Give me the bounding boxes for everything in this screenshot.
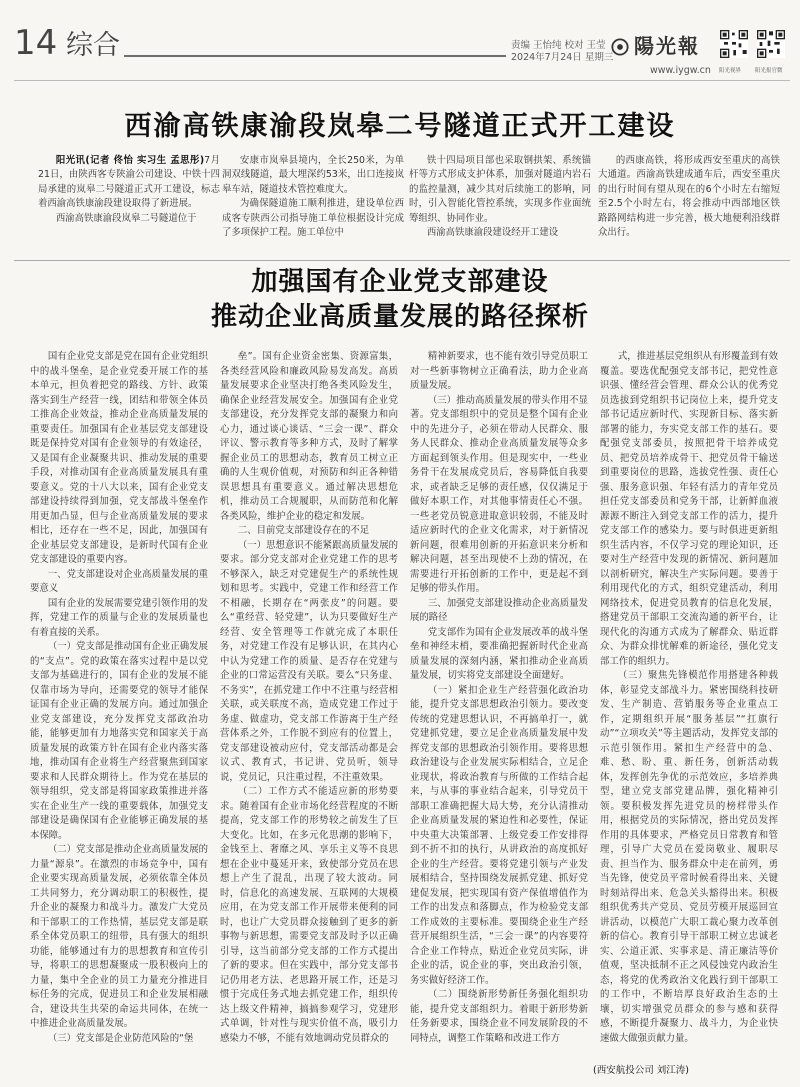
article1-column: [598, 154, 780, 252]
paragraph: 精神新要求，也不能有效引导党员职工对一些新事物树立正确看法，助力企业高质量发展。: [410, 351, 588, 391]
qr-caption: 阳光报官微: [755, 68, 783, 74]
article1-headline: 西渝高铁康渝段岚皋二号隧道正式开工建设: [124, 111, 676, 142]
paragraph: 西渝高铁康渝段岚皋二号隧道位于: [55, 212, 197, 224]
headline-line: 加强国有企业党支部建设: [251, 267, 549, 297]
article2-column: [410, 350, 588, 1075]
paragraph: （三）党支部是企业防范风险的“堡: [47, 1032, 194, 1044]
paragraph: 西渝高铁康渝段建设经开工建设: [426, 227, 559, 239]
paragraph: 三、加强党支部建设推动企业高质量发展的路径: [410, 597, 588, 623]
website-link[interactable]: www.iygw.cn: [650, 65, 711, 76]
paragraph: 一、党支部建设对企业高质量发展的重要意义: [30, 568, 208, 594]
paragraph: （一）党支部是推动国有企业正确发展的“支点”。党的政策在落实过程中是以党支部为基础进行的，国有企业的发展不能仅靠市场为导向，还需要党的领导才能保证国有企业正确的发展方向。通过加强企业党支部建设，充分发挥党支部政治功能，能够更加有力地落实党和国家关于高质量发展的政策方针在国有企业内落实落地，推动国有企业将生产经营聚焦到国家要求和人民群众期待上。作为党在基层的领导组织，党支部是将国家政策推进并落实在企业生产一线的重要载体，加强党支部建设是确保国有企业能够正确发展的基本保障。: [30, 641, 208, 841]
paragraph: （二）党支部是推动企业高质量发展的力量“源泉”。在激烈的市场竞争中，国有企业要实现高质量发展，必须依靠全体员工共同努力，充分调动职工的积极性，提升企业的凝聚力和战斗力。激发广大党员和干部职工的工作热情，基层党支部是联系全体党员职工的纽带，具有强大的组织功能，能够通过有力的思想教育和宣传引导，将职工的思想凝聚成一股积极向上的力量，集中全企业的员工力量充分推进目标任务的完成，促进员工和企业发展相融合，建设共生共荣的命运共同体，在统一中推进企业高质量发展。: [30, 844, 208, 1029]
article2-column: [600, 350, 778, 1075]
paragraph: （二）围绕新形势新任务强化组织功能，提升党支部组织力。着眼于新形势新任务新要求，围绕企业不同发展阶段的不同特点，调整工作策略和改进工作方: [410, 989, 588, 1044]
article-divider: [14, 260, 790, 261]
paragraph: （一）思想意识不能紧跟高质量发展的要求。部分党支部对企业党建工作的思考不够深入，缺乏对党建促生产的系统性规划和思考。实践中，党建工作和经营工作不相融，长期存在“两张皮”的问题。要么“重经营、轻党建”，认为只要做好生产经营、安全管理等工作就完成了本职任务，对党建工作没有足够认识，在其内心中认为党建工作的质量、是否存在党建与企业的口常运营没有关联。要么“只务虚、不务实”，在抓党建工作中不注重与经营相关联，或关联度不高，造成党建工作过于务虚、做虚功，党支部工作游离于生产经营体系之外，工作脱不到应有的位置上，党支部建设被动应付，党支部活动都是会议式、教育式，书记讲、党员听，领导说，党员记，只注重过程，不注重效果。: [220, 539, 398, 783]
sun-logo-icon: [611, 38, 629, 56]
page-header: [0, 0, 800, 76]
headline-line: 推动企业高质量发展的路径探析: [210, 302, 589, 332]
article1-column: [409, 154, 591, 252]
qr-code-icon: [757, 30, 785, 58]
article1-body: [14, 154, 790, 254]
paragraph: 的西康高铁，将形成西安至重庆的高铁大通道。西渝高铁建成通车后，西安至重庆的出行时间有望从现在的6个小时左右缩短至2.5个小时左右，将会推动中西部地区铁路路网结构进一步完善，极大地便利沿线群众出行。: [598, 155, 780, 239]
article1-column: [38, 154, 220, 252]
paragraph: 铁十四局项目部也采取钢拱架、系统锚杆等方式形成支护体系，加强对隧道内岩石的监控量测，减少其对后续施工的影响，同时，引入智能化管控系统，实现多作业面统筹组织、协同作业。: [409, 155, 591, 224]
issue-date: 2024年7月24日 星期三: [511, 52, 614, 63]
top-rule: [14, 80, 790, 81]
qr-caption: 阳光视界: [719, 68, 742, 74]
paragraph: 垒”。国有企业资金密集、资源富集，各类经营风险和廉政风险易发高发。高质量发展要求企业坚决打绝各类风险发生，确保企业经营发展安全。加强国有企业党支部建设，充分发挥党支部的凝聚力和向心力，通过谈心谈话、“三会一课”、群众评议、警示教育等多种方式，及时了解掌握企业员工的思想动态，教育员工树立正确的人生观价值观，对预防和纠正各种错误思想具有重要意义。通过解决思想危机，推动员工合规履职，从而防范和化解各类风险，维护企业的稳定和发展。: [220, 351, 398, 522]
column-text: 7月21日，由陕西客专陕渝公司建设、中铁十四局承建的岚皋二号隧道正式开工建设，标志着西渝高铁康渝段建设取得了新进展。: [38, 155, 220, 210]
article1-byline: 阳光讯(记者 佟怡 实习生 孟思彤): [55, 155, 205, 166]
page-number: 14: [14, 23, 58, 63]
paragraph: 为确保隧道施工顺利推进，建设单位西成客专陕西公司指导施工单位根据设计完成了多项保护工程。施工单位中: [222, 198, 404, 239]
section-name: 综合: [66, 30, 120, 61]
author-signature: (西安航投公司 刘江涛): [593, 1065, 689, 1076]
newspaper-logo: 陽光報: [634, 34, 700, 58]
credits-line: 责编 王怡纯 校对 王莹: [511, 40, 606, 51]
article2-column: [220, 350, 398, 1075]
paragraph: 安康市岚皋县境内，全长250米，为单洞双线隧道，最大埋深约53米，出口连接岚皋车站，隧道技术管控难度大。: [222, 155, 404, 195]
article2-headline: [0, 265, 800, 335]
qr-code-icon: [720, 30, 748, 58]
paragraph: 式，推进基层党组织从有形覆盖到有效覆盖。要选优配强党支部书记，把党性意识强、懂经营会管理、群众公认的优秀党员选拔到党组织书记岗位上来，提升党支部书记适应新时代、实现新目标、落实新部署的能力，夯实党支部工作的基石。要配强党支部委员，按照把骨干培养成党员、把党员培养成骨干、把党员骨干输送到重要岗位的思路，选拔党性强、责任心强、服务意识强、年轻有活力的青年党员担任党支部委员和党务干部，让新鲜血液源源不断注入到党支部工作的活力，提升党支部工作的感染力。要与时俱进更新组织生活内容，不仅学习党的理论知识，还要对生产经营中发现的新情况、新问题加以剖析研究，解决生产实际问题。要善于利用现代化的方式，组织党建活动，利用网络技术，促进党员教育的信息化发展，搭建党员干部职工交流沟通的新平台，让现代化的沟通方式成为了解群众、贴近群众、为群众排忧解难的新途径，强化党支部工作的组织力。: [600, 351, 778, 667]
paragraph: （三）聚焦先锋模范作用搭建各种载体，彰显党支部战斗力。紧密围绕科技研发、生产制造、营销服务等企业重点工作，定期组织开展“服务基层”“扛旗行动”“立项攻关”等主题活动，发挥党支部的示范引领作用。紧扣生产经营中的急、难、愁、盼、重、新任务，创新活动载体，发挥创先争优的示范效应，多培养典型，建立党支部党建品牌，强化精神引领。要积极发挥先进党员的榜样带头作用，根据党员的实际情况，搭出党员发挥作用的具体要求，严格党员日常教育和管理，引导广大党员在爱岗敬业、履职尽责、担当作为、服务群众中走在前列，勇当先锋，使党员平常时候看得出来、关键时刻站得出来、危急关头豁得出来。积极组织优秀共产党员、党员劳模开展巡回宣讲活动，以模范广大职工裁心聚力改革创新的信心。教育引导干部职工树立忠诚老实、公道正派、实事求是、清正廉洁等价值观，坚决抵制不正之风侵蚀党内政治生态，将党的优秀政治文化践行到干部职工的工作中，不断培厚良好政治生态的土壤，切实增强党员群众的参与感和获得感，不断提升凝聚力、战斗力，为企业快速做大做强贡献力量。: [600, 670, 778, 1044]
article2-body: [30, 350, 794, 1080]
paragraph: （三）推动高质量发展的带头作用不显著。党支部组织中的党员是整个国有企业中的先进分子，必须在带动人民群众、服务人民群众、推动企业高质量发展等众多方面起到领头作用。但是现实中，一些业务骨干在发展成党员后，容易降低自我要求，或者缺乏足够的责任感，仅仅满足于做好本职工作，对其他事情责任心不强。一些老党员锐意进取意识较弱，不能及时适应新时代的企业文化需求，对于新情况新问题，很难用创新的开拓意识来分析和解决问题，甚至出现使不上劲的情况，在需要进行开拓创新的工作中，更是起不到足够的带头作用。: [410, 394, 588, 594]
header-rule: [124, 55, 506, 57]
article1-column: [222, 154, 404, 252]
editor-credits: [511, 40, 613, 64]
paragraph: 党支部作为国有企业发展改革的战斗堡垒和神经末梢，要准确把握新时代企业高质量发展的深刻内涵，紧扣推动企业高质量发展，切实将党支部建设全面建好。: [410, 626, 588, 681]
paragraph: 国有企业的发展需要党建引领作用的发挥，党建工作的质量与企业的发展质量也有着直接的关系。: [30, 597, 208, 638]
article2-column: [30, 350, 208, 1075]
paragraph: （一）紧扣企业生产经营强化政治功能，提升党支部思想政治引领力。要改变传统的党建思想认识，不再搞单打一，就党建抓党建，要立足企业高质量发展中发挥党支部的思想政治引领作用。要将思想政治建设与企业发展实际相结合，立足企业现状，将政治教育与所做的工作结合起来，与从事的事业结合起来，引导党员干部职工准确把握大局大势，充分认清推动企业高质量发展的紧迫性和必要性，保证中央重大决策部署、上级党委工作安排得到不折不扣的执行，从讲政治的高度抓好企业的生产经营。要将党建引领与产业发展相结合，坚持围绕发展抓党建、抓好党建促发展，把实现国有资产保值增值作为工作的出发点和落脚点，作为检验党支部工作成效的主要标准。要围绕企业生产经营开展组织生活，“三会一课”的内容要符合企业工作特点，贴近企业党员实际，讲企业的活，说企业的事，突出政治引领，务实做好经济工作。: [410, 684, 588, 986]
paragraph: 国有企业党支部是党在国有企业党组织中的战斗堡垒，是企业党委开展工作的基本单元，担负着把党的路线、方针、政策落实到生产经营一线，团结和带领全体员工推高企业效益，推动企业高质量发展的重要责任。加强国有企业基层党支部建设既是保持党对国有企业领导的有效途径，又是国有企业凝聚共识、推动发展的重要手段，对推动国有企业高质量发展具有重要意义。党的十八大以来，国有企业党支部建设持续得到加强，党支部战斗堡垒作用更加凸显，但与企业高质量发展的要求相比，还存在一些不足，因此，加强国有企业基层党支部建设，是新时代国有企业党支部建设的重要内容。: [30, 351, 208, 565]
paragraph: （二）工作方式不能适应新的形势要求。随着国有企业市场化经营程度的不断提高，党支部工作的形势较之前发生了巨大变化。比如，在多元化思潮的影响下，金钱至上、奢靡之风、享乐主义等不良思想在企业中蔓延开来，致使部分党员在思想上产生了混乱，出现了较大波动。同时，信息化的高速发展、互联网的大规模应用，在为党支部工作开展带来便利的同时，也让广大党员群众接触到了更多的新事物与新思想，需要党支部及时予以正确引导，这当前部分党支部的工作方式提出了新的要求。但在实践中，部分党支部书记仍用老方法、老思路开展工作，还是习惯于完成任务式地去抓党建工作，组织传达上级文件精神，搞搞参观学习，党建形式单调，针对性与现实价值不高，吸引力感染力不够，不能有效地调动党员群众的: [220, 786, 398, 1044]
paragraph: 二、目前党支部建设存在的不足: [237, 525, 370, 536]
